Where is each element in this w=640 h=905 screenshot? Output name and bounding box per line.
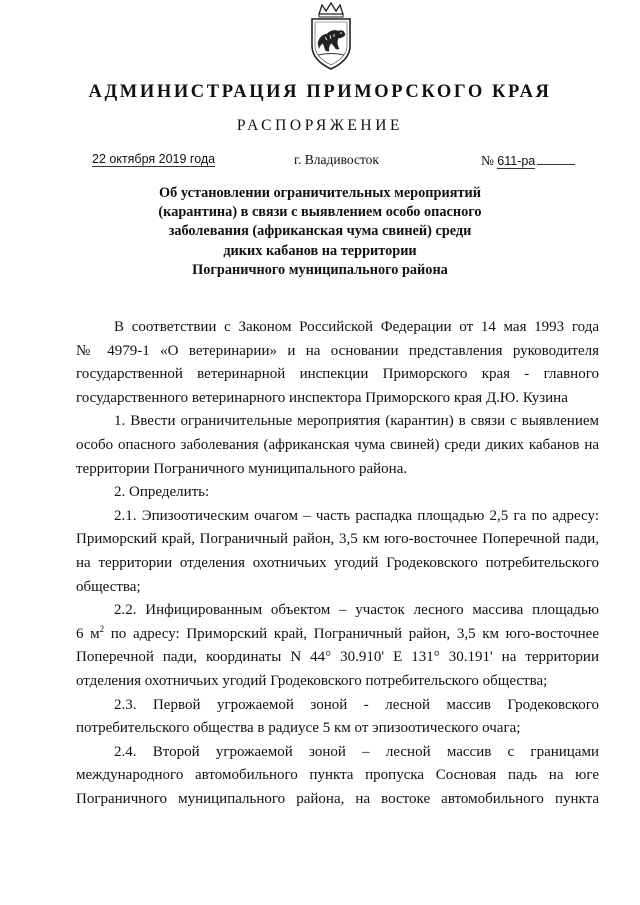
body-line: на территории отделения охотничьих угодий Гродековского потребительского xyxy=(76,554,599,571)
superscript: 2 xyxy=(99,623,105,634)
body-line: № 4979-1 «О ветеринарии» и на основании представления руководителя xyxy=(76,342,599,359)
document-number-prefix: № xyxy=(481,153,494,168)
document-date xyxy=(92,152,215,167)
body-line: Пограничного муниципального района, на востоке автомобильного пункта xyxy=(76,790,599,807)
body-line: особо опасного заболевания (африканская чума свиней) среди диких кабанов на xyxy=(76,436,599,453)
paragraph-2-1 xyxy=(76,505,599,599)
primorsky-krai-coat-of-arms-icon xyxy=(301,2,361,72)
body-line: Поперечной пади, координаты N 44° 30.910' E 131° 30.191' на территории xyxy=(76,649,599,666)
document-number xyxy=(481,152,575,169)
body-line: 1. Ввести ограничительные мероприятия (карантин) в связи с выявлением xyxy=(114,413,599,430)
subject-line: диких кабанов на территории xyxy=(223,242,417,259)
body-line: 2.2. Инфицированным объектом – участок лесного массива площадью xyxy=(114,602,599,619)
body-line: 2. Определить: xyxy=(114,484,210,501)
paragraph-2-4 xyxy=(76,741,599,812)
body-line: 2.1. Эпизоотическим очагом – часть распадка площадью 2,5 га по адресу: xyxy=(114,507,599,524)
document-subject xyxy=(0,184,640,280)
body-line: общества; xyxy=(76,578,141,595)
body-line: территории Пограничного муниципального района. xyxy=(76,460,408,477)
address-text: по адресу: Приморский край, Пограничный район, 3,5 км юго-восточнее xyxy=(104,625,599,642)
subject-line: Об установлении ограничительных мероприятий xyxy=(159,185,481,201)
paragraph-2-2 xyxy=(76,599,599,693)
body-line: потребительского общества в радиусе 5 км от эпизоотического очага; xyxy=(76,720,521,737)
area-value: 6 м xyxy=(76,625,100,642)
subject-line: Пограничного муниципального района xyxy=(192,261,448,278)
paragraph-2-3 xyxy=(76,694,599,741)
paragraph-2 xyxy=(76,481,599,505)
administration-title: АДМИНИСТРАЦИЯ ПРИМОРСКОГО КРАЯ xyxy=(88,82,552,102)
body-line xyxy=(76,623,599,647)
intro-paragraph xyxy=(76,316,599,410)
document-type: РАСПОРЯЖЕНИЕ xyxy=(236,117,404,134)
body-line: государственной ветеринарной инспекции Приморского края - главного xyxy=(76,366,599,383)
body-line: отделения охотничьих угодий Гродековского потребительского общества; xyxy=(76,672,548,689)
document-body xyxy=(76,316,599,811)
body-line: государственного ветеринарного инспектора Приморского края Д.Ю. Кузина xyxy=(76,389,568,406)
number-underline xyxy=(537,152,575,165)
document-date-value: 22 октября 2019 года xyxy=(92,152,216,166)
document-number-value: 611-ра xyxy=(497,154,536,168)
subject-line: заболевания (африканская чума свиней) среди xyxy=(168,223,472,240)
body-line: Приморский край, Пограничный район, 3,5 км юго-восточнее Поперечной пади, xyxy=(76,531,599,548)
document-city: г. Владивосток xyxy=(294,152,379,167)
body-line: 2.4. Второй угрожаемой зоной – лесной массив с границами xyxy=(114,743,599,760)
body-line: международного автомобильного пункта пропуска Сосновая падь на юге xyxy=(76,767,599,784)
body-line: 2.3. Первой угрожаемой зоной - лесной массив Гродековского xyxy=(114,696,599,713)
subject-line: (карантина) в связи с выявлением особо опасного xyxy=(158,204,482,221)
body-line: В соответствии с Законом Российской Федерации от 14 мая 1993 года xyxy=(114,319,599,335)
paragraph-1 xyxy=(76,410,599,481)
